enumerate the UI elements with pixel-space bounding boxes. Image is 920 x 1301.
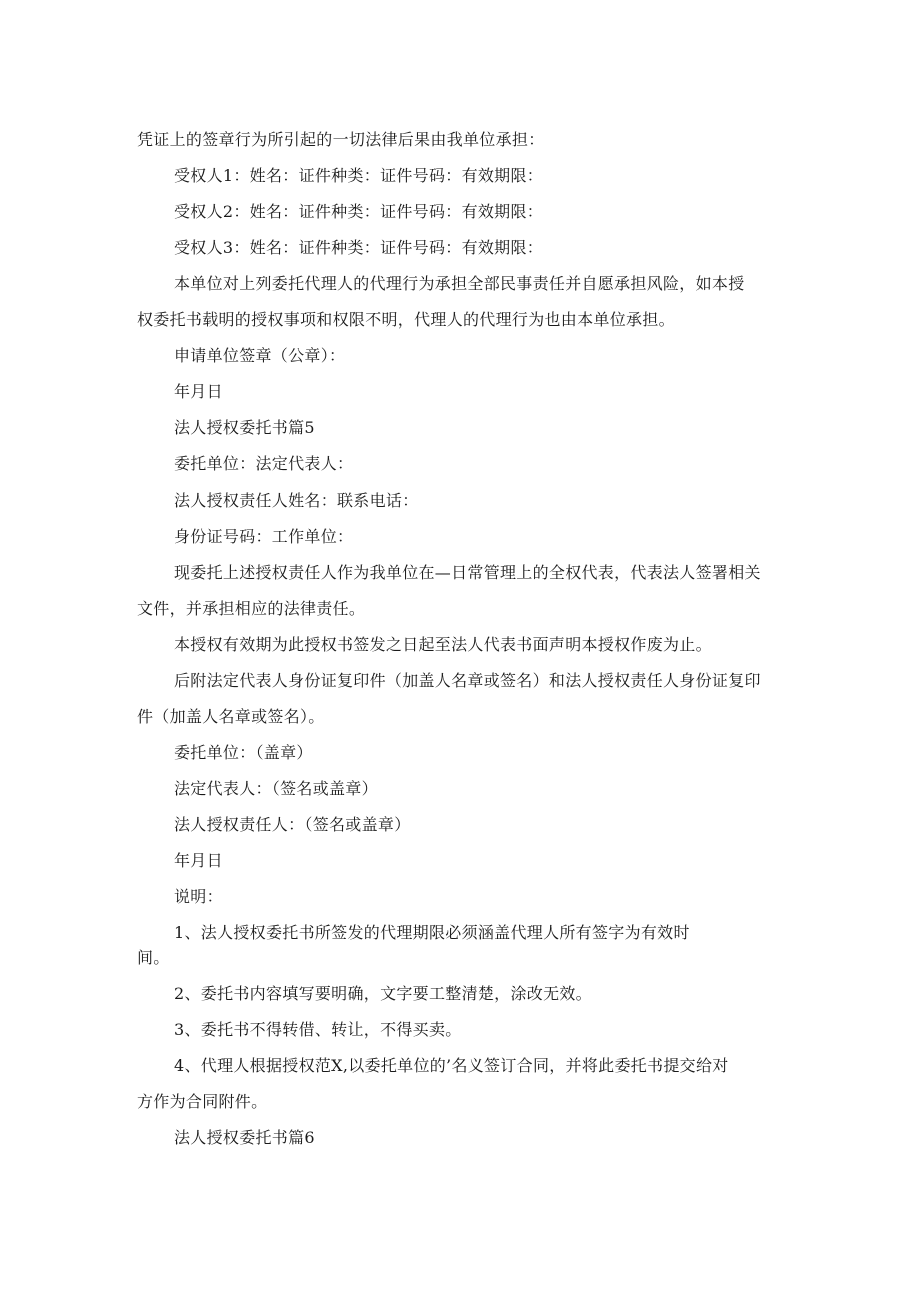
text-line: 申请单位签章（公章）： [174,346,346,365]
text-line: 3、委托书不得转借、转让，不得买卖。 [174,1020,462,1039]
text-line: 间。 [137,948,170,967]
text-line: 1、法人授权委托书所签发的代理期限必须涵盖代理人所有签字为有效时 [174,923,690,942]
text-line: 本单位对上列委托代理人的代理行为承担全部民事责任并自愿承担风险，如本授 [174,274,745,293]
section-heading: 法人授权委托书篇6 [174,1128,315,1147]
text-line: 法定代表人：（签名或盖章） [174,779,378,798]
text-line: 权委托书载明的授权事项和权限不明，代理人的代理行为也由本单位承担。 [137,310,675,329]
text-line: 本授权有效期为此授权书签发之日起至法人代表书面声明本授权作废为止。 [174,635,712,654]
text-line: 法人授权责任人：（签名或盖章） [174,815,411,834]
text-line: 受权人2：姓名：证件种类：证件号码：有效期限： [174,202,544,221]
text-line: 4、代理人根据授权范X,以委托单位的’名义签订合同，并将此委托书提交给对 [174,1056,729,1075]
text-line: 现委托上述授权责任人作为我单位在—日常管理上的全权代表，代表法人签署相关 [174,563,761,582]
text-line: 2、委托书内容填写要明确，文字要工整清楚，涂改无效。 [174,984,592,1003]
text-line: 件（加盖人名章或签名）。 [137,707,325,726]
text-line: 年月日 [174,382,223,401]
section-heading: 法人授权委托书篇5 [174,418,315,437]
text-line: 凭证上的签章行为所引起的一切法律后果由我单位承担： [137,130,545,149]
text-line: 后附法定代表人身份证复印件（加盖人名章或签名）和法人授权责任人身份证复印 [174,671,761,690]
text-line: 委托单位：法定代表人： [174,454,354,473]
text-line: 法人授权责任人姓名：联系电话： [174,491,419,510]
text-line: 年月日 [174,851,223,870]
text-line: 受权人3：姓名：证件种类：证件号码：有效期限： [174,238,544,257]
text-line: 身份证号码：工作单位： [174,527,354,546]
text-line: 受权人1：姓名：证件种类：证件号码：有效期限： [174,166,544,185]
text-line: 委托单位：（盖章） [174,743,313,762]
text-line: 方作为合同附件。 [137,1092,268,1111]
text-line: 文件，并承担相应的法律责任。 [137,599,366,618]
text-line: 说明： [174,887,223,906]
